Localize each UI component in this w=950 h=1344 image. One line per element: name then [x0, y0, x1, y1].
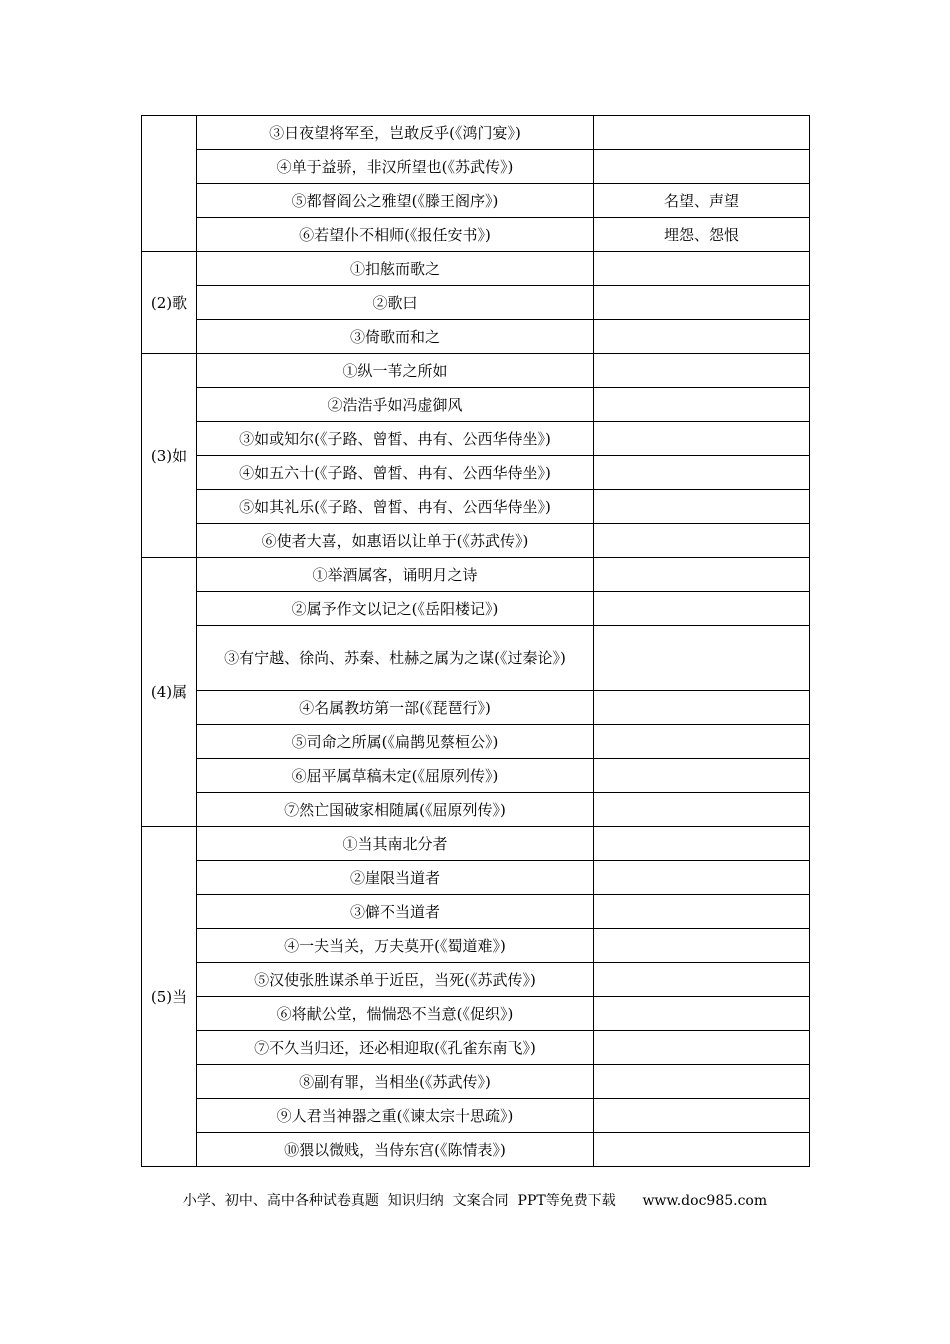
meaning-cell: [594, 725, 810, 759]
table-row: [142, 963, 810, 997]
table-row: [142, 759, 810, 793]
example-sentence: ②崖限当道者: [197, 861, 594, 895]
table-row: [142, 150, 810, 184]
example-sentence: ④单于益骄，非汉所望也(《苏武传》): [197, 150, 594, 184]
meaning-cell: [594, 116, 810, 150]
table-row: [142, 725, 810, 759]
example-sentence: ③日夜望将军至，岂敢反乎(《鸿门宴》): [197, 116, 594, 150]
meaning-cell: [594, 354, 810, 388]
table-row: [142, 1133, 810, 1167]
table-row: [142, 320, 810, 354]
table-row: [142, 929, 810, 963]
table-row: [142, 861, 810, 895]
vocabulary-table: [141, 115, 810, 1167]
meaning-cell: [594, 691, 810, 725]
table-row: [142, 422, 810, 456]
meaning-cell: [594, 1065, 810, 1099]
meaning-cell: [594, 1031, 810, 1065]
table-row: [142, 286, 810, 320]
table-row: [142, 1031, 810, 1065]
example-sentence: ④名属教坊第一部(《琵琶行》): [197, 691, 594, 725]
meaning-cell: [594, 490, 810, 524]
table-row: [142, 1065, 810, 1099]
example-sentence: ④如五六十(《子路、曾皙、冉有、公西华侍坐》): [197, 456, 594, 490]
example-sentence: ⑨人君当神器之重(《谏太宗十思疏》): [197, 1099, 594, 1133]
table-row: [142, 1099, 810, 1133]
example-sentence: ①扣舷而歌之: [197, 252, 594, 286]
table-row: [142, 218, 810, 252]
word-label: (4)属: [142, 558, 197, 827]
example-sentence: ⑦不久当归还，还必相迎取(《孔雀东南飞》): [197, 1031, 594, 1065]
table-row: [142, 895, 810, 929]
example-sentence: ①当其南北分者: [197, 827, 594, 861]
example-sentence: ③僻不当道者: [197, 895, 594, 929]
meaning-cell: [594, 827, 810, 861]
example-sentence: ③有宁越、徐尚、苏秦、杜赫之属为之谋(《过秦论》): [197, 626, 594, 691]
table-row: [142, 456, 810, 490]
example-sentence: ⑤如其礼乐(《子路、曾皙、冉有、公西华侍坐》): [197, 490, 594, 524]
table-row: [142, 184, 810, 218]
meaning-cell: [594, 793, 810, 827]
meaning-cell: [594, 286, 810, 320]
meaning-cell: [594, 997, 810, 1031]
word-label: (2)歌: [142, 252, 197, 354]
table-row: [142, 691, 810, 725]
example-sentence: ②属予作文以记之(《岳阳楼记》): [197, 592, 594, 626]
meaning-cell: [594, 759, 810, 793]
table-row: [142, 592, 810, 626]
meaning-cell: 埋怨、怨恨: [594, 218, 810, 252]
meaning-cell: [594, 388, 810, 422]
table-row: [142, 793, 810, 827]
meaning-cell: [594, 592, 810, 626]
meaning-cell: [594, 895, 810, 929]
meaning-cell: [594, 252, 810, 286]
table-row: [142, 524, 810, 558]
word-label: [142, 116, 197, 252]
table-row: [142, 626, 810, 691]
meaning-cell: [594, 524, 810, 558]
example-sentence: ③如或知尔(《子路、曾皙、冉有、公西华侍坐》): [197, 422, 594, 456]
table-row: [142, 252, 810, 286]
example-sentence: ①举酒属客，诵明月之诗: [197, 558, 594, 592]
meaning-cell: [594, 422, 810, 456]
page-footer: 小学、初中、高中各种试卷真题 知识归纳 文案合同 PPT等免费下载 www.doc985.com: [182, 1193, 768, 1209]
meaning-cell: 名望、声望: [594, 184, 810, 218]
word-label: (5)当: [142, 827, 197, 1167]
example-sentence: ③倚歌而和之: [197, 320, 594, 354]
word-label: (3)如: [142, 354, 197, 558]
table-row: [142, 354, 810, 388]
example-sentence: ⑥若望仆不相师(《报任安书》): [197, 218, 594, 252]
table-row: [142, 827, 810, 861]
table-row: [142, 388, 810, 422]
meaning-cell: [594, 558, 810, 592]
meaning-cell: [594, 456, 810, 490]
example-sentence: ⑧副有罪，当相坐(《苏武传》): [197, 1065, 594, 1099]
example-sentence: ⑥将献公堂，惴惴恐不当意(《促织》): [197, 997, 594, 1031]
example-sentence: ⑤司命之所属(《扁鹊见蔡桓公》): [197, 725, 594, 759]
meaning-cell: [594, 929, 810, 963]
meaning-cell: [594, 150, 810, 184]
example-sentence: ⑦然亡国破家相随属(《屈原列传》): [197, 793, 594, 827]
example-sentence: ②浩浩乎如冯虚御风: [197, 388, 594, 422]
table-row: [142, 997, 810, 1031]
meaning-cell: [594, 320, 810, 354]
example-sentence: ⑩猥以微贱，当侍东宫(《陈情表》): [197, 1133, 594, 1167]
example-sentence: ⑥屈平属草稿未定(《屈原列传》): [197, 759, 594, 793]
meaning-cell: [594, 1133, 810, 1167]
table-row: [142, 558, 810, 592]
example-sentence: ⑤都督阎公之雅望(《滕王阁序》): [197, 184, 594, 218]
example-sentence: ②歌曰: [197, 286, 594, 320]
example-sentence: ⑥使者大喜，如惠语以让单于(《苏武传》): [197, 524, 594, 558]
meaning-cell: [594, 861, 810, 895]
example-sentence: ①纵一苇之所如: [197, 354, 594, 388]
meaning-cell: [594, 626, 810, 691]
table-row: [142, 490, 810, 524]
example-sentence: ④一夫当关，万夫莫开(《蜀道难》): [197, 929, 594, 963]
table-row: [142, 116, 810, 150]
meaning-cell: [594, 1099, 810, 1133]
meaning-cell: [594, 963, 810, 997]
example-sentence: ⑤汉使张胜谋杀单于近臣，当死(《苏武传》): [197, 963, 594, 997]
